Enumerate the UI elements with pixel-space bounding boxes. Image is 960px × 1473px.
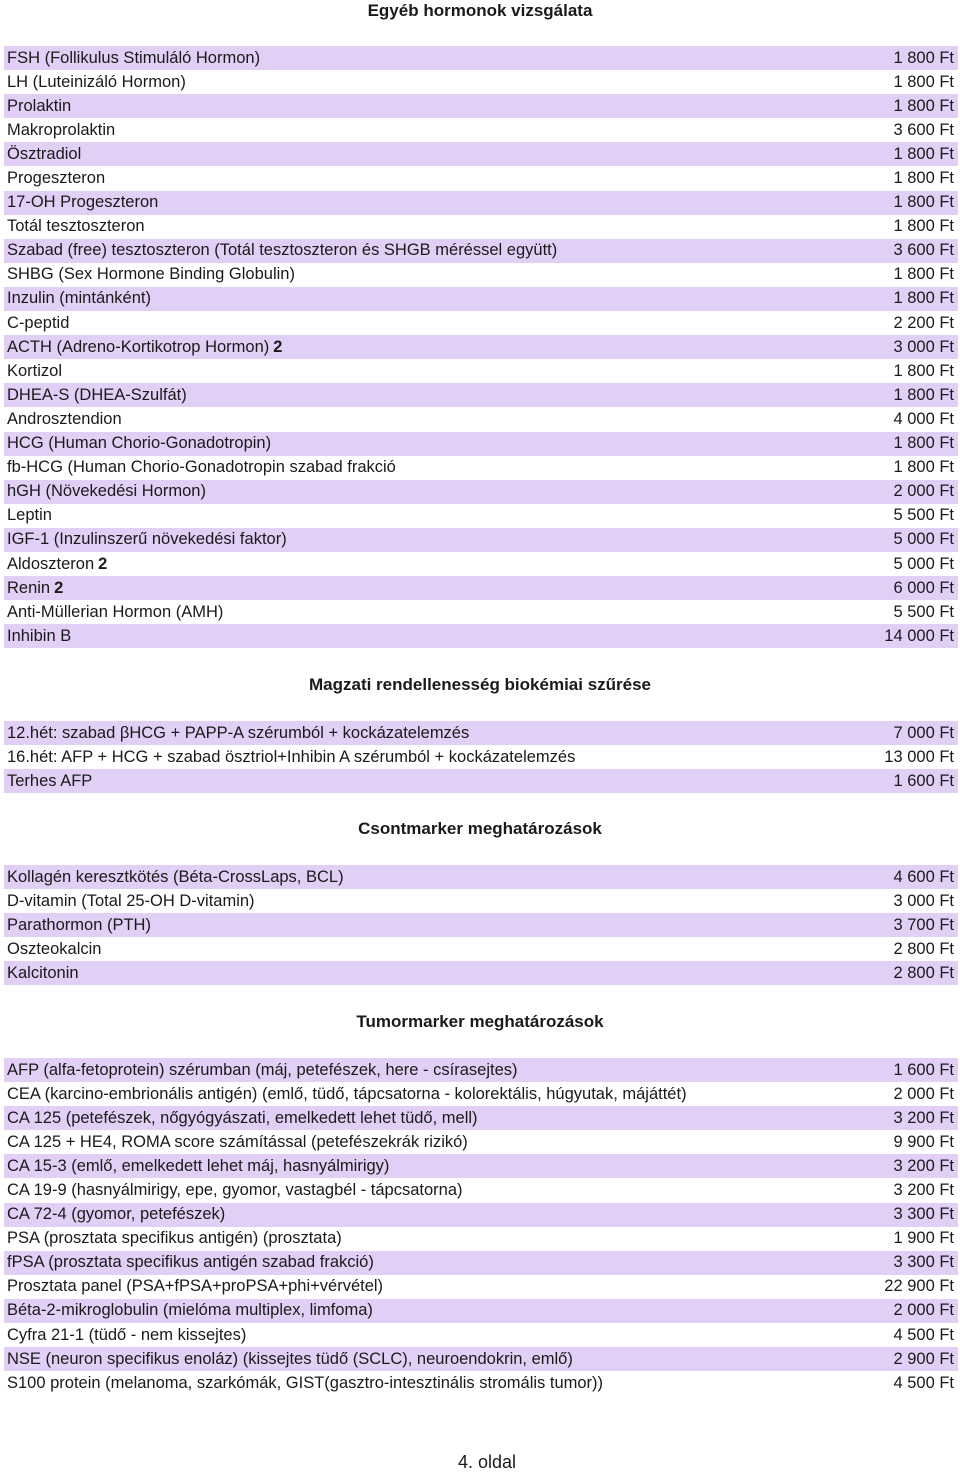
- table-row: [4, 913, 958, 937]
- test-price: 3 700 Ft: [893, 915, 954, 934]
- test-name: [7, 1374, 603, 1393]
- table-row: [4, 239, 958, 263]
- test-name: [7, 1133, 468, 1152]
- test-name: [7, 724, 469, 743]
- test-price: 3 200 Ft: [893, 1156, 954, 1175]
- test-price: 3 000 Ft: [893, 337, 954, 356]
- test-price: 4 500 Ft: [893, 1373, 954, 1392]
- test-name: [7, 1109, 478, 1128]
- test-price: 6 000 Ft: [893, 578, 954, 597]
- test-name-text: AFP (alfa-fetoprotein) szérumban (máj, petefészek, here - csírasejtes): [7, 1060, 518, 1079]
- test-name-text: Totál tesztoszteron: [7, 217, 145, 236]
- test-name-text: fb-HCG (Human Chorio-Gonadotropin szabad frakció: [7, 458, 396, 477]
- test-price: 2 200 Ft: [893, 313, 954, 332]
- footnote-mark: 2: [54, 578, 64, 597]
- test-price: 1 800 Ft: [893, 144, 954, 163]
- table-row: [4, 407, 958, 431]
- test-name: [7, 362, 62, 381]
- table-row: [4, 1130, 958, 1154]
- price-table-bone: [4, 865, 958, 985]
- test-price: 1 600 Ft: [893, 771, 954, 790]
- test-name: [7, 1277, 383, 1296]
- test-name-text: PSA (prosztata specifikus antigén) (prosztata): [7, 1229, 342, 1248]
- test-price: 13 000 Ft: [884, 747, 954, 766]
- table-row: [4, 94, 958, 118]
- test-name: [7, 386, 187, 405]
- test-price: 1 800 Ft: [893, 265, 954, 284]
- table-row: [4, 745, 958, 769]
- test-name: [7, 338, 282, 357]
- test-price: 3 200 Ft: [893, 1181, 954, 1200]
- test-price: 3 200 Ft: [893, 1108, 954, 1127]
- table-row: [4, 46, 958, 70]
- test-name-text: CA 19-9 (hasnyálmirigy, epe, gyomor, vastagbél - tápcsatorna): [7, 1181, 463, 1200]
- table-row: [4, 1203, 958, 1227]
- test-price: 3 300 Ft: [893, 1253, 954, 1272]
- table-row: [4, 1058, 958, 1082]
- test-name-text: CA 125 (petefészek, nőgyógyászati, emelkedett lehet tüdő, mell): [7, 1108, 478, 1127]
- price-table-tumor: [4, 1058, 958, 1395]
- test-name: [7, 868, 344, 887]
- test-name-text: Ösztradiol: [7, 144, 82, 163]
- test-name-text: CA 72-4 (gyomor, petefészek): [7, 1205, 226, 1224]
- section-title: Tumormarker meghatározások: [356, 1012, 604, 1031]
- footnote-mark: 2: [98, 554, 108, 573]
- table-row: [4, 118, 958, 142]
- test-name-text: DHEA-S (DHEA-Szulfát): [7, 385, 187, 404]
- test-price: 2 000 Ft: [893, 1301, 954, 1320]
- test-name-text: NSE (neuron specifikus enoláz) (kissejtes tüdő (SCLC), neuroendokrin, emlő): [7, 1349, 573, 1368]
- test-price: 3 000 Ft: [893, 891, 954, 910]
- test-price: 1 800 Ft: [893, 458, 954, 477]
- test-name: [7, 555, 107, 574]
- test-price: 5 500 Ft: [893, 602, 954, 621]
- test-price: 5 500 Ft: [893, 506, 954, 525]
- test-name: [7, 892, 255, 911]
- test-name-text: CEA (karcino-embrionális antigén) (emlő, tüdő, tápcsatorna - kolorektális, húgyutak, májáttét): [7, 1084, 687, 1103]
- table-row: [4, 70, 958, 94]
- test-name: [7, 49, 260, 68]
- test-price: 1 800 Ft: [893, 361, 954, 380]
- table-row: [4, 1227, 958, 1251]
- test-price: 2 000 Ft: [893, 1084, 954, 1103]
- test-name-text: Aldoszteron: [7, 554, 95, 573]
- test-price: 1 800 Ft: [893, 48, 954, 67]
- test-price: 1 800 Ft: [893, 385, 954, 404]
- test-name: [7, 434, 271, 453]
- table-row: [4, 311, 958, 335]
- table-row: [4, 576, 958, 600]
- table-row: [4, 142, 958, 166]
- test-name-text: CA 15-3 (emlő, emelkedett lehet máj, hasnyálmirigy): [7, 1156, 390, 1175]
- table-row: [4, 504, 958, 528]
- test-name: [7, 169, 105, 188]
- test-name: [7, 73, 186, 92]
- test-name-text: Progeszteron: [7, 169, 106, 188]
- test-name: [7, 1181, 463, 1200]
- table-row: [4, 432, 958, 456]
- test-name-text: SHBG (Sex Hormone Binding Globulin): [7, 265, 295, 284]
- test-name-text: Leptin: [7, 506, 52, 525]
- test-price: 1 800 Ft: [893, 289, 954, 308]
- test-name: [7, 1326, 246, 1345]
- test-price: 4 000 Ft: [893, 409, 954, 428]
- test-name: [7, 145, 81, 164]
- test-name-text: ACTH (Adreno-Kortikotrop Hormon): [7, 337, 270, 356]
- test-name-text: Renin: [7, 578, 51, 597]
- test-price: 2 800 Ft: [893, 963, 954, 982]
- test-name: [7, 772, 92, 791]
- test-name: [7, 603, 223, 622]
- test-price: 1 800 Ft: [893, 72, 954, 91]
- test-name: [7, 97, 71, 116]
- table-row: [4, 1371, 958, 1395]
- table-row: [4, 600, 958, 624]
- test-name-text: 12.hét: szabad βHCG + PAPP-A szérumból + kockázatelemzés: [7, 723, 470, 742]
- test-name-text: 17-OH Progeszteron: [7, 193, 159, 212]
- test-name: [7, 410, 122, 429]
- price-table-prenatal: [4, 721, 958, 793]
- test-name: [7, 1157, 389, 1176]
- test-name-text: Prolaktin: [7, 96, 72, 115]
- table-row: [4, 769, 958, 793]
- table-row: [4, 383, 958, 407]
- test-name: [7, 506, 52, 525]
- test-name-text: Kortizol: [7, 361, 63, 380]
- test-name-text: Szabad (free) tesztoszteron (Totál tesztoszteron és SHGB méréssel együtt): [7, 241, 558, 260]
- table-row: [4, 1178, 958, 1202]
- table-row: [4, 1323, 958, 1347]
- test-price: 2 900 Ft: [893, 1349, 954, 1368]
- test-price: 2 000 Ft: [893, 482, 954, 501]
- test-name: [7, 627, 71, 646]
- table-row: [4, 359, 958, 383]
- test-name: [7, 1253, 374, 1272]
- test-name: [7, 217, 145, 236]
- test-name-text: hGH (Növekedési Hormon): [7, 482, 206, 501]
- test-name-text: LH (Luteinizáló Hormon): [7, 72, 186, 91]
- section-title: Egyéb hormonok vizsgálata: [367, 1, 593, 20]
- test-name-text: Terhes AFP: [7, 771, 93, 790]
- test-name-text: Inhibin B: [7, 626, 72, 645]
- test-name-text: IGF-1 (Inzulinszerű növekedési faktor): [7, 530, 287, 549]
- table-row: [4, 1251, 958, 1275]
- test-name: [7, 1350, 573, 1369]
- test-name: [7, 1061, 518, 1080]
- table-row: [4, 263, 958, 287]
- test-name: [7, 1205, 225, 1224]
- test-name: [7, 964, 79, 983]
- table-row: [4, 335, 958, 359]
- test-name: [7, 241, 557, 260]
- test-name-text: Makroprolaktin: [7, 120, 116, 139]
- test-price: 1 800 Ft: [893, 169, 954, 188]
- test-name-text: C-peptid: [7, 313, 70, 332]
- test-name-text: Parathormon (PTH): [7, 915, 151, 934]
- table-row: [4, 480, 958, 504]
- test-price: 3 600 Ft: [893, 241, 954, 260]
- test-price: 3 300 Ft: [893, 1205, 954, 1224]
- test-price: 22 900 Ft: [884, 1277, 954, 1296]
- test-price: 3 600 Ft: [893, 120, 954, 139]
- test-name: [7, 482, 206, 501]
- test-price: 9 900 Ft: [893, 1132, 954, 1151]
- test-name: [7, 940, 101, 959]
- table-row: [4, 721, 958, 745]
- test-name-text: HCG (Human Chorio-Gonadotropin): [7, 434, 272, 453]
- table-row: [4, 552, 958, 576]
- section-title: Magzati rendellenesség biokémiai szűrése: [308, 675, 652, 694]
- test-name-text: Kalcitonin: [7, 963, 79, 982]
- table-row: [4, 1347, 958, 1371]
- price-table-hormones: [4, 46, 958, 648]
- table-row: [4, 1082, 958, 1106]
- test-price: 5 000 Ft: [893, 530, 954, 549]
- test-name: [7, 916, 151, 935]
- test-price: 1 800 Ft: [893, 217, 954, 236]
- test-price: 7 000 Ft: [893, 723, 954, 742]
- test-price: 5 000 Ft: [893, 554, 954, 573]
- test-name-text: fPSA (prosztata specifikus antigén szabad frakció): [7, 1253, 374, 1272]
- test-name: [7, 121, 115, 140]
- table-row: [4, 1154, 958, 1178]
- test-name: [7, 530, 287, 549]
- test-name: [7, 289, 151, 308]
- table-row: [4, 1106, 958, 1130]
- test-name-text: 16.hét: AFP + HCG + szabad ösztriol+Inhibin A szérumból + kockázatelemzés: [7, 747, 576, 766]
- table-row: [4, 624, 958, 648]
- table-row: [4, 287, 958, 311]
- test-name-text: Anti-Müllerian Hormon (AMH): [7, 602, 224, 621]
- test-name: [7, 265, 295, 284]
- test-name: [7, 1229, 342, 1248]
- test-price: 1 600 Ft: [893, 1060, 954, 1079]
- test-name: [7, 1301, 373, 1320]
- test-price: 1 900 Ft: [893, 1229, 954, 1248]
- test-name-text: Kollagén keresztkötés (Béta-CrossLaps, BCL): [7, 867, 344, 886]
- test-price: 14 000 Ft: [884, 626, 954, 645]
- section-title: Csontmarker meghatározások: [358, 819, 602, 838]
- page-number: 4. oldal: [457, 1452, 517, 1472]
- table-row: [4, 456, 958, 480]
- table-row: [4, 889, 958, 913]
- test-price: 1 800 Ft: [893, 434, 954, 453]
- test-name-text: FSH (Follikulus Stimuláló Hormon): [7, 48, 261, 67]
- test-name-text: CA 125 + HE4, ROMA score számítással (petefészekrák rizikó): [7, 1132, 468, 1151]
- test-name-text: D-vitamin (Total 25-OH D-vitamin): [7, 891, 255, 910]
- test-name-text: Inzulin (mintánként): [7, 289, 151, 308]
- test-name-text: Béta-2-mikroglobulin (mielóma multiplex, limfoma): [7, 1301, 373, 1320]
- test-price: 1 800 Ft: [893, 193, 954, 212]
- table-row: [4, 191, 958, 215]
- table-row: [4, 1275, 958, 1299]
- test-price: 4 600 Ft: [893, 867, 954, 886]
- test-name: [7, 314, 69, 333]
- test-name: [7, 193, 158, 212]
- table-row: [4, 215, 958, 239]
- table-row: [4, 865, 958, 889]
- footnote-mark: 2: [273, 337, 283, 356]
- test-name-text: S100 protein (melanoma, szarkómák, GIST(gasztro-intesztinális stromális tumor)): [7, 1373, 604, 1392]
- test-price: 2 800 Ft: [893, 939, 954, 958]
- test-name-text: Androsztendion: [7, 409, 122, 428]
- test-price: 4 500 Ft: [893, 1325, 954, 1344]
- test-price: 1 800 Ft: [893, 96, 954, 115]
- table-row: [4, 937, 958, 961]
- table-row: [4, 528, 958, 552]
- test-name: [7, 579, 63, 598]
- test-name: [7, 458, 396, 477]
- table-row: [4, 961, 958, 985]
- test-name: [7, 748, 575, 767]
- table-row: [4, 166, 958, 190]
- test-name-text: Cyfra 21-1 (tüdő - nem kissejtes): [7, 1325, 247, 1344]
- test-name-text: Oszteokalcin: [7, 939, 102, 958]
- table-row: [4, 1299, 958, 1323]
- test-name: [7, 1085, 687, 1104]
- test-name-text: Prosztata panel (PSA+fPSA+proPSA+phi+vérvétel): [7, 1277, 384, 1296]
